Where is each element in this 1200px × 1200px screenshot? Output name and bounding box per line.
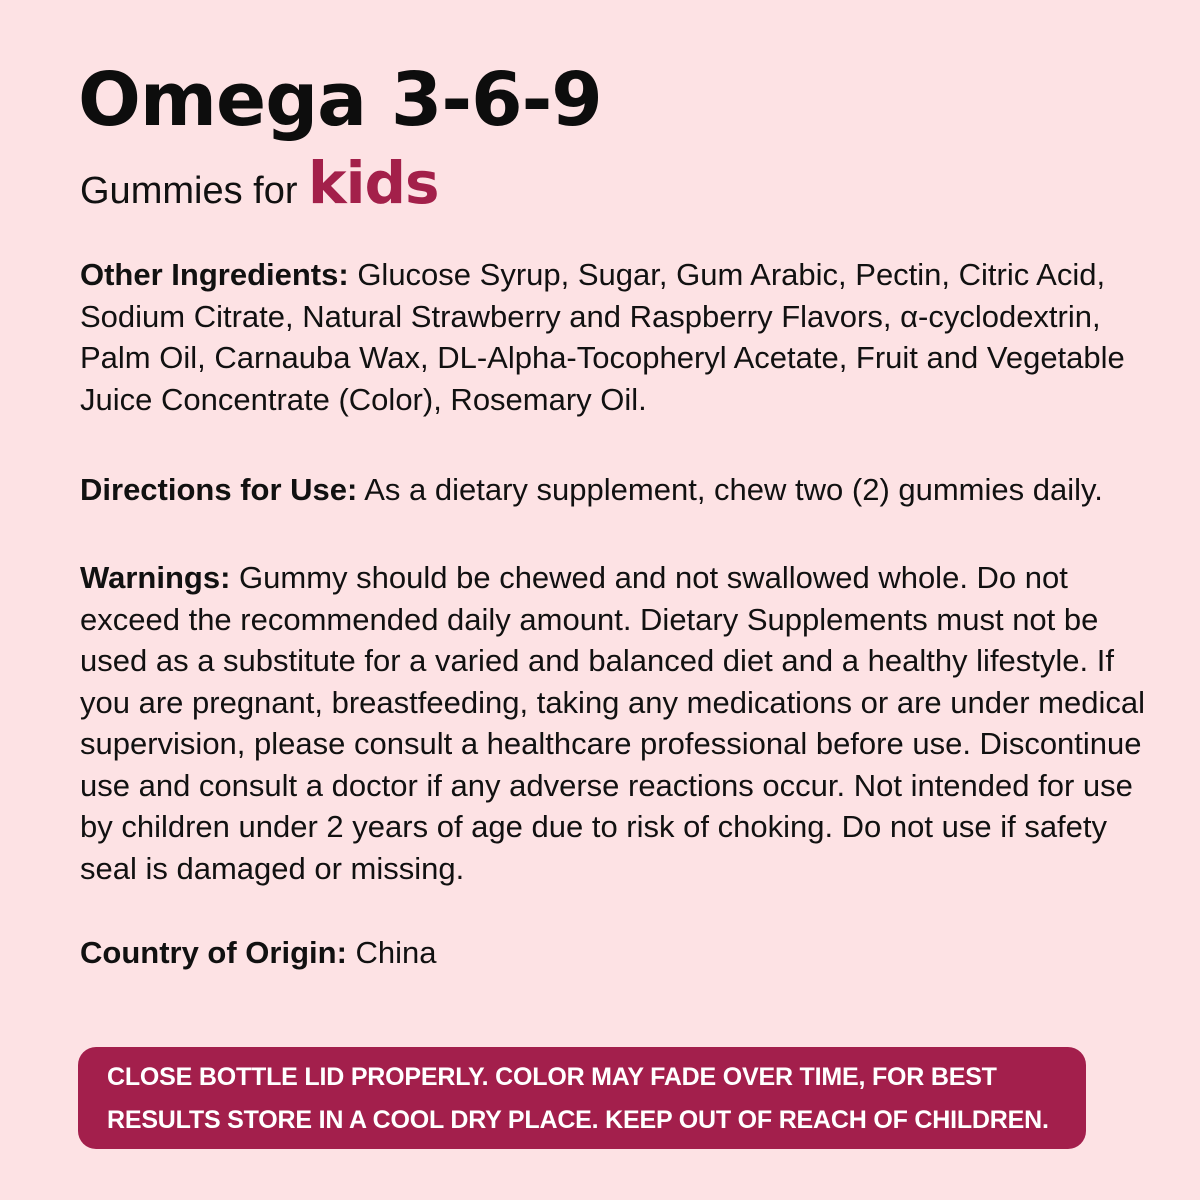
ingredients-section	[80, 254, 1150, 420]
warnings-section	[80, 557, 1150, 889]
directions-text: As a dietary supplement, chew two (2) gummies daily.	[357, 472, 1103, 507]
storage-notice-text: CLOSE BOTTLE LID PROPERLY. COLOR MAY FADE OVER TIME, FOR BEST RESULTS STORE IN A COOL DRY PLACE. KEEP OUT OF REACH OF CHILDREN.	[107, 1063, 1049, 1134]
origin-label: Country of Origin:	[80, 935, 347, 970]
ingredients-text: Glucose Syrup, Sugar, Gum Arabic, Pectin, Citric Acid, Sodium Citrate, Natural Strawberry and Raspberry Flavors, α-cyclodextrin, Palm Oil, Carnauba Wax, DL-Alpha-Tocopheryl Acetate, Fruit and Vegetable Juice Concentrate (Color), Rosemary Oil.	[80, 257, 1125, 417]
directions-section	[80, 469, 1150, 511]
origin-section	[80, 932, 1150, 974]
product-subtitle	[80, 148, 439, 234]
origin-text: China	[346, 935, 437, 970]
ingredients-label: Other Ingredients:	[80, 257, 349, 292]
storage-notice-banner	[78, 1047, 1086, 1149]
subtitle-prefix: Gummies for	[80, 170, 309, 212]
warnings-label: Warnings:	[80, 560, 231, 595]
directions-label: Directions for Use:	[80, 472, 358, 507]
product-title: Omega 3-6-9	[78, 57, 602, 143]
subtitle-accent: kids	[308, 149, 439, 217]
warnings-text: Gummy should be chewed and not swallowed whole. Do not exceed the recommended daily amount. Dietary Supplements must not be used as a substitute for a varied and balanced diet and a healthy lifestyle. If you are pregnant, breastfeeding, taking any medications or are under medical supervision, please consult a healthcare professional before use. Discontinue use and consult a doctor if any adverse reactions occur. Not intended for use by children under 2 years of age due to risk of choking. Do not use if safety seal is damaged or missing.	[80, 560, 1145, 886]
